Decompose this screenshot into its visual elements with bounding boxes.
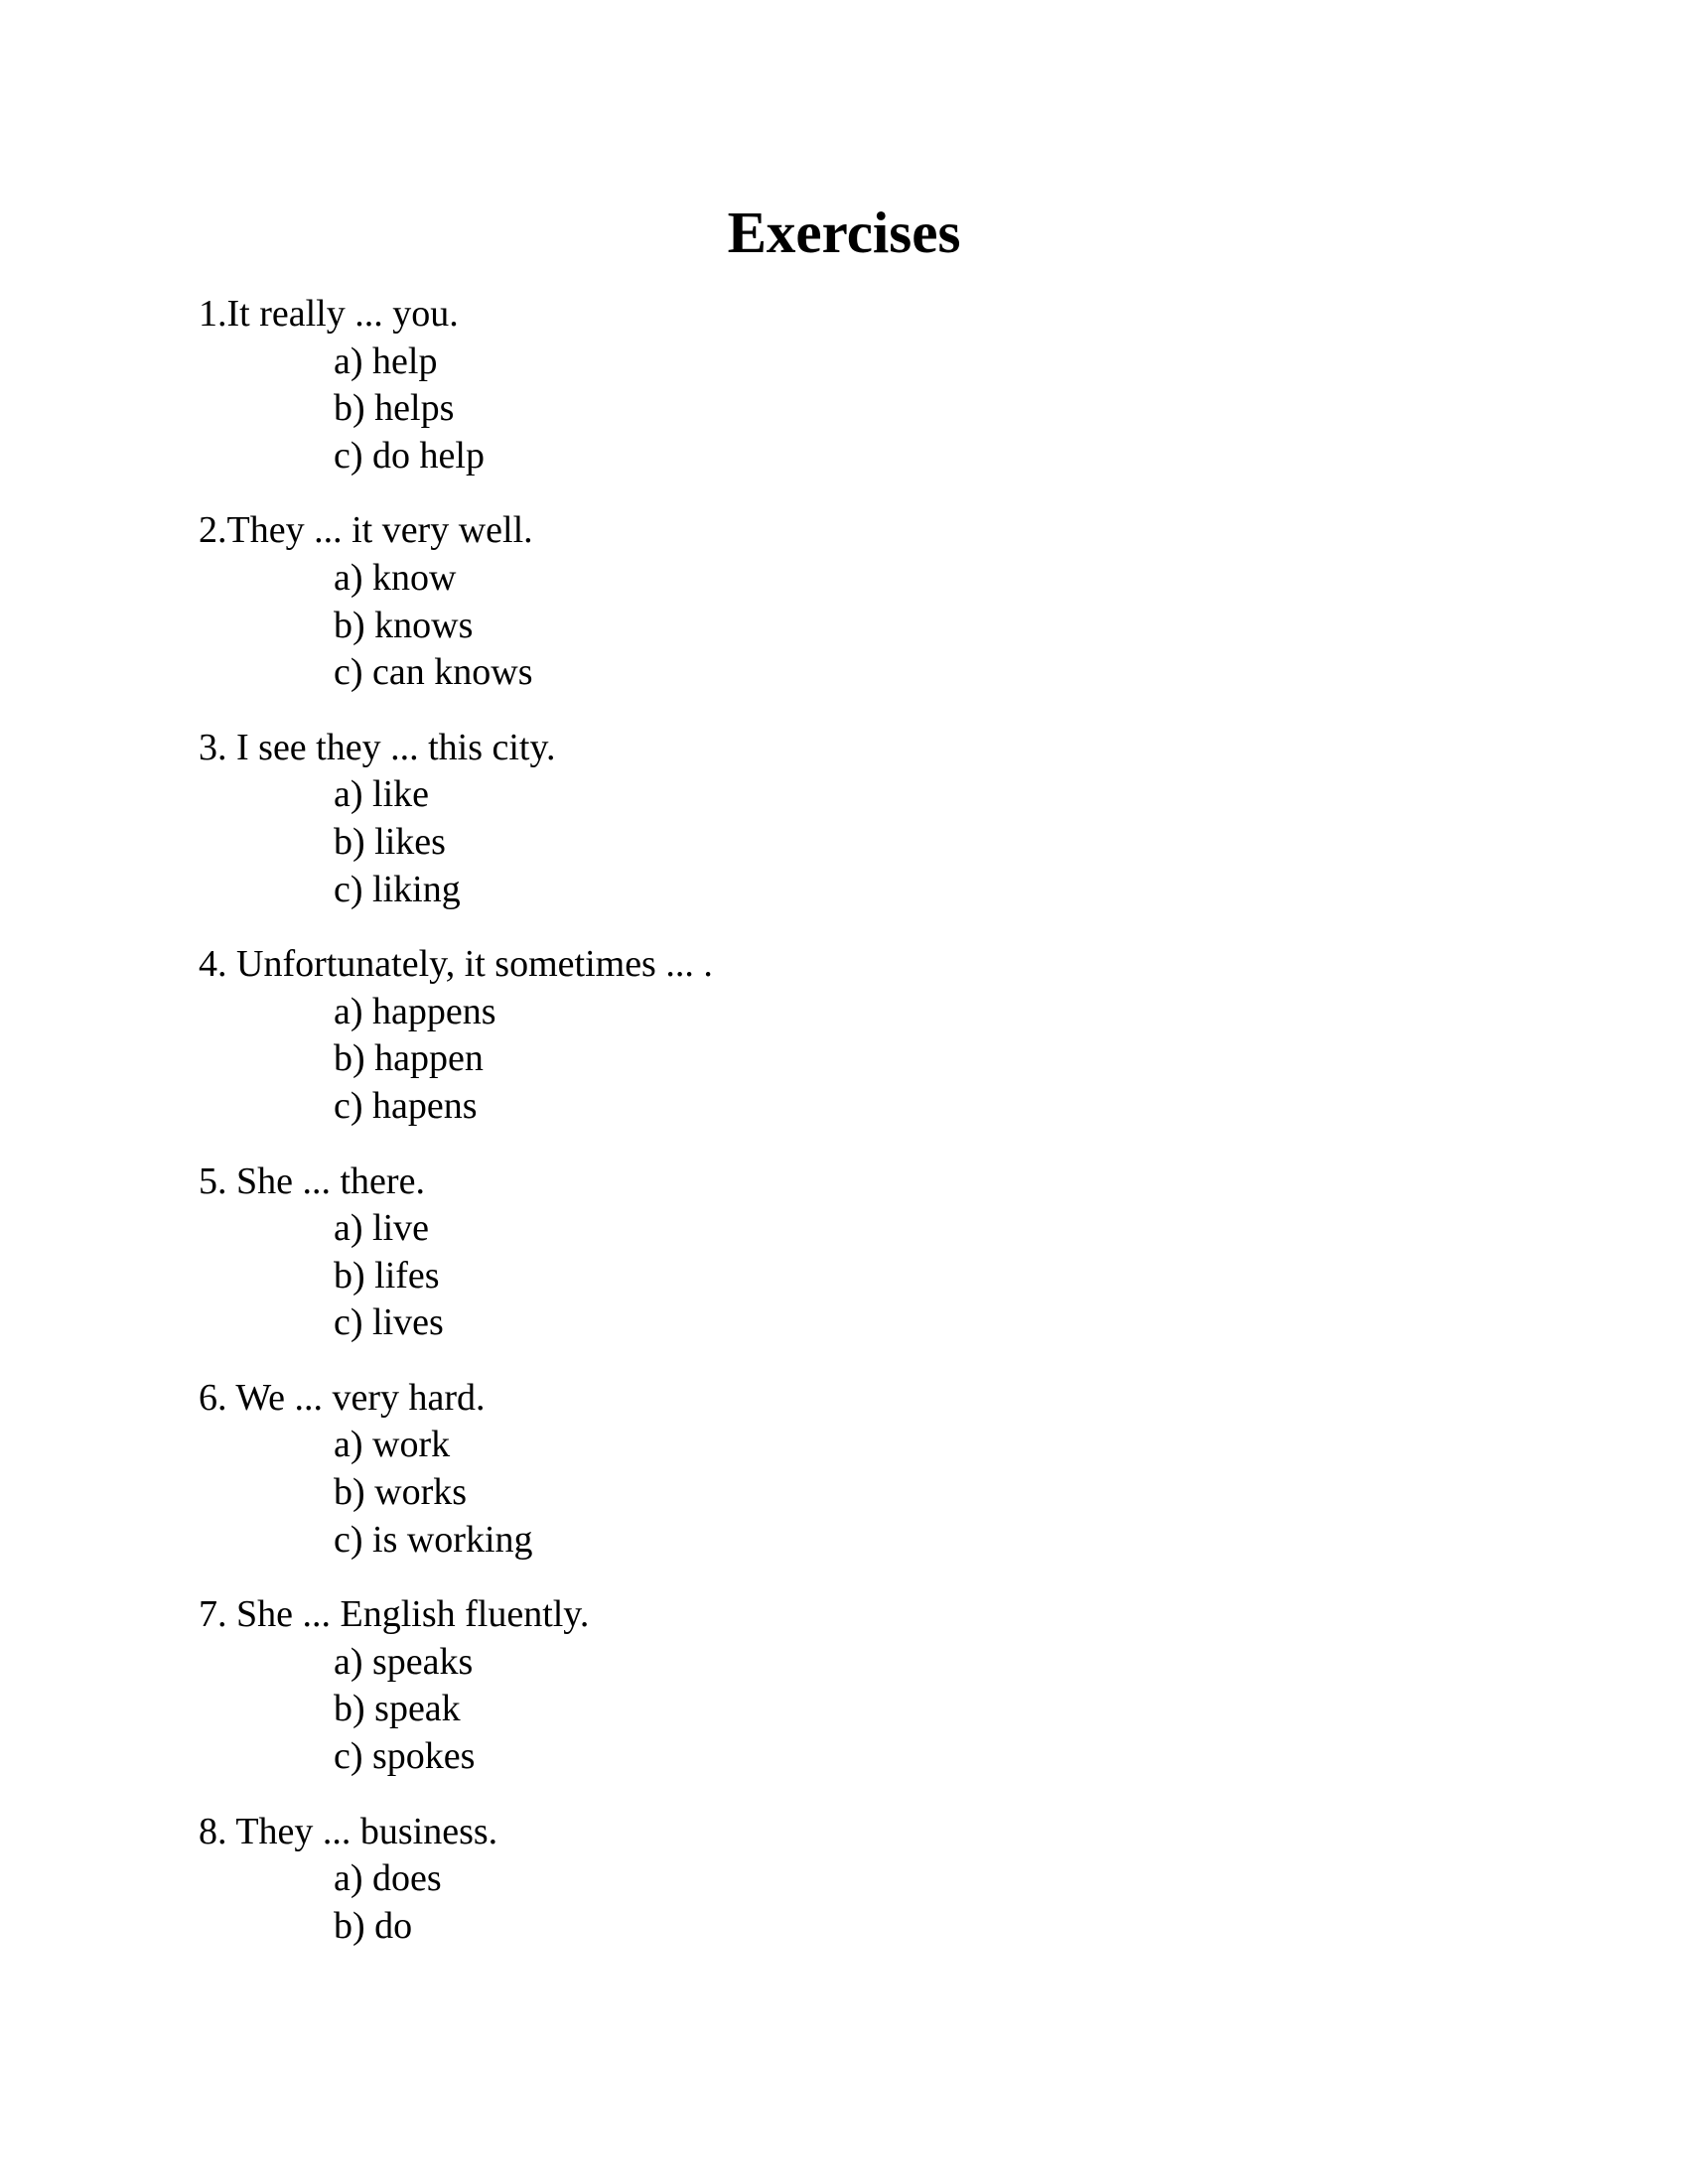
answer-option: c) do help (334, 434, 485, 477)
answer-option: b) helps (334, 387, 455, 430)
answer-option: a) speaks (334, 1640, 474, 1683)
answer-option: b) speak (334, 1688, 461, 1730)
answer-options (199, 771, 1489, 913)
answer-option: c) spokes (334, 1735, 476, 1778)
answer-options (199, 1205, 1489, 1347)
question-2 (199, 507, 1489, 696)
answer-option: b) do (334, 1904, 413, 1947)
question-6 (199, 1375, 1489, 1564)
page-title: Exercises (727, 200, 961, 265)
question-text: 7. She ... English fluently. (199, 1593, 590, 1636)
answer-options (199, 1639, 1489, 1781)
answer-option: a) happens (334, 990, 496, 1032)
answer-option: b) knows (334, 604, 474, 646)
answer-option: a) does (334, 1857, 442, 1900)
answer-options (199, 989, 1489, 1131)
question-text: 1.It really ... you. (199, 293, 459, 335)
answer-option: c) hapens (334, 1084, 478, 1127)
answer-options (199, 339, 1489, 480)
answer-option: a) help (334, 340, 438, 382)
answer-option: c) lives (334, 1301, 444, 1344)
answer-option: c) liking (334, 868, 461, 910)
question-7 (199, 1591, 1489, 1780)
question-text: 2.They ... it very well. (199, 509, 533, 552)
answer-option: b) lifes (334, 1254, 440, 1297)
question-text: 3. I see they ... this city. (199, 726, 556, 768)
question-text: 6. We ... very hard. (199, 1376, 486, 1419)
question-text: 4. Unfortunately, it sometimes ... . (199, 943, 713, 986)
answer-option: b) works (334, 1471, 468, 1514)
answer-option: c) is working (334, 1518, 533, 1561)
answer-option: a) know (334, 556, 457, 599)
question-text: 5. She ... there. (199, 1160, 425, 1202)
answer-option: a) live (334, 1207, 430, 1250)
question-8 (199, 1809, 1489, 1951)
answer-option: a) work (334, 1424, 451, 1466)
question-3 (199, 725, 1489, 913)
answer-option: c) can knows (334, 651, 533, 694)
answer-option: b) happen (334, 1037, 484, 1080)
question-4 (199, 941, 1489, 1130)
question-5 (199, 1159, 1489, 1347)
answer-options (199, 1855, 1489, 1950)
exercise-list (199, 291, 1489, 1978)
question-1 (199, 291, 1489, 479)
answer-options (199, 555, 1489, 697)
answer-options (199, 1422, 1489, 1564)
answer-option: a) like (334, 773, 430, 816)
answer-option: b) likes (334, 820, 446, 863)
question-text: 8. They ... business. (199, 1810, 498, 1852)
